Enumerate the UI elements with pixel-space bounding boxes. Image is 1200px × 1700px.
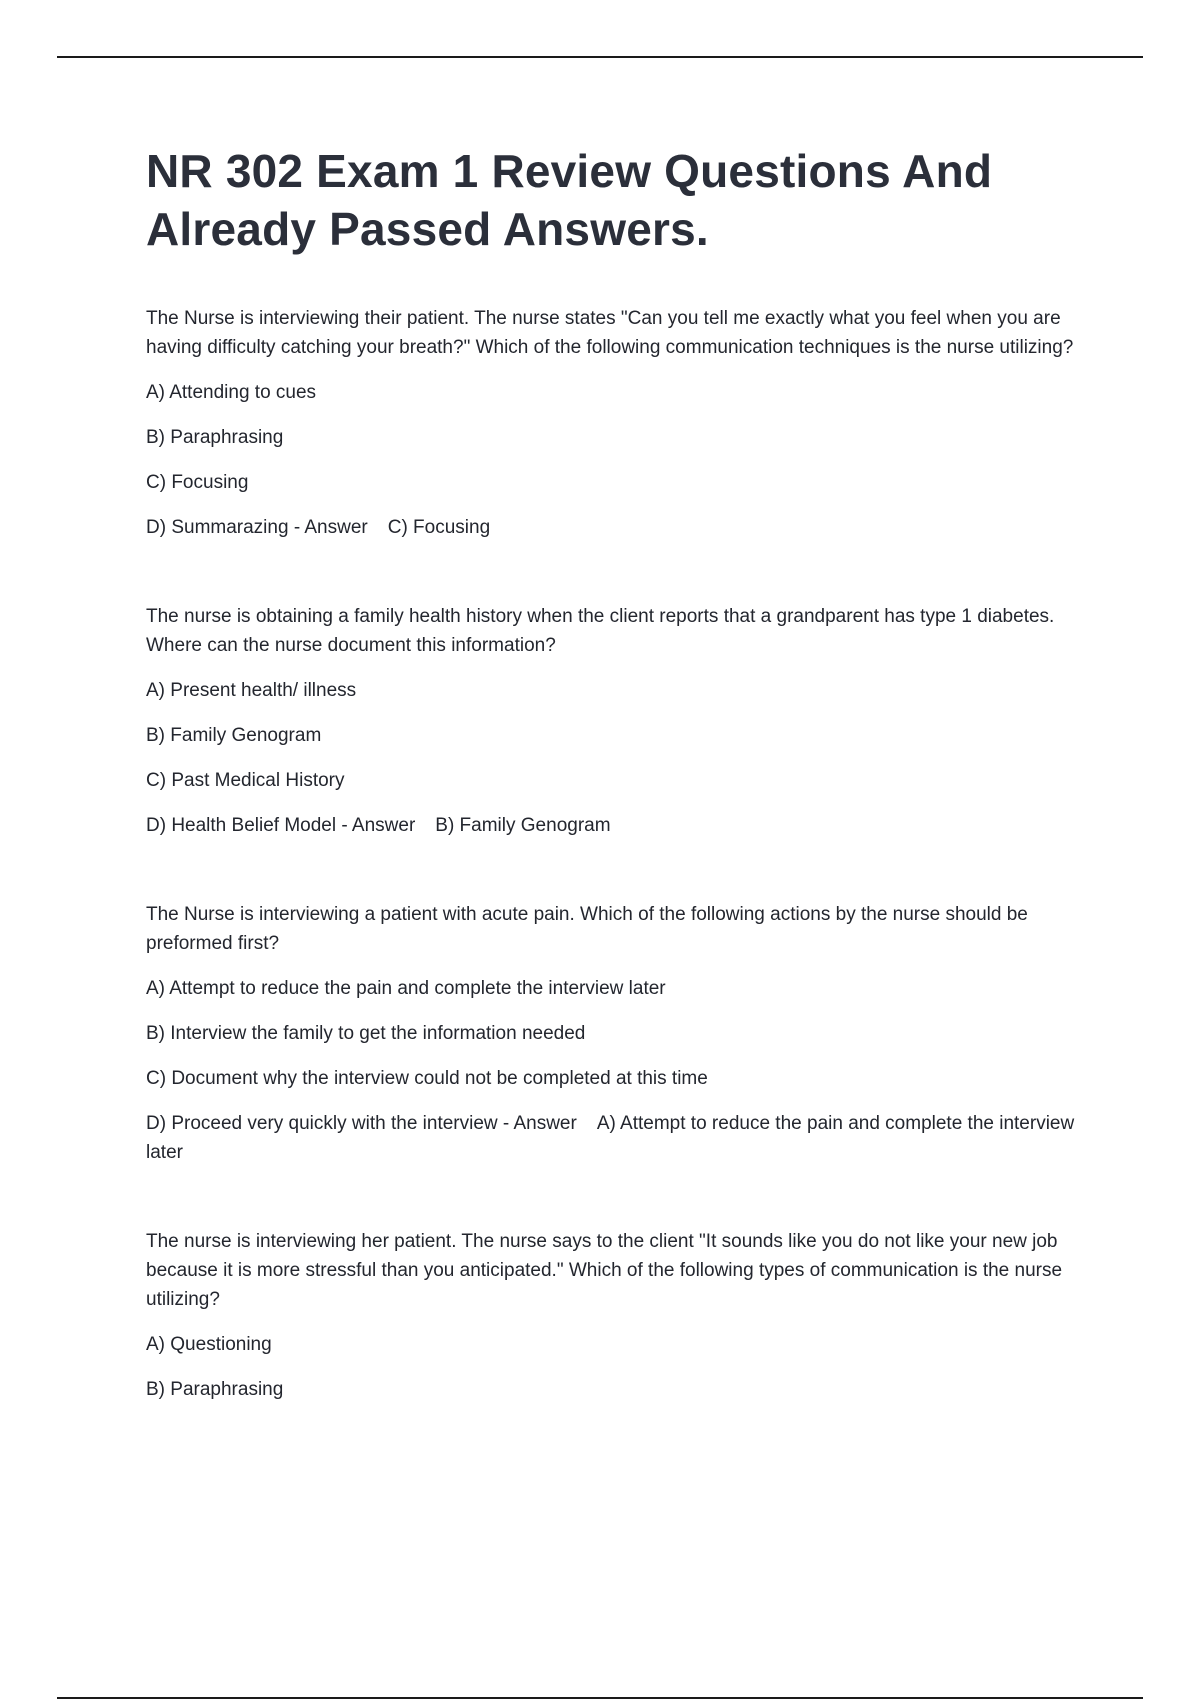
top-divider: [57, 56, 1143, 58]
option-b: B) Interview the family to get the information needed: [146, 1023, 586, 1044]
bottom-divider: [57, 1697, 1143, 1699]
option-a: A) Attempt to reduce the pain and complete the interview later: [146, 978, 666, 999]
option-c: C) Focusing: [146, 472, 249, 493]
option-d: D) Proceed very quickly with the interview - Answer: [146, 1113, 577, 1134]
question-text: The Nurse is interviewing a patient with acute pain. Which of the following actions by the nurse should be preformed first?: [146, 904, 1028, 954]
question-block-1: [146, 304, 1096, 542]
question-text: The nurse is interviewing her patient. The nurse says to the client "It sounds like you do not like your new job because it is more stressful than you anticipated." Which of the following types of communication is the nurse utilizing?: [146, 1231, 1063, 1310]
option-a: A) Questioning: [146, 1334, 272, 1355]
option-c: C) Document why the interview could not be completed at this time: [146, 1068, 708, 1089]
option-b: B) Family Genogram: [146, 725, 322, 746]
option-d-with-answer: [146, 1109, 1096, 1167]
correct-answer: C) Focusing: [387, 517, 491, 538]
option-d: D) Health Belief Model - Answer: [146, 815, 416, 836]
option-d-with-answer: [146, 513, 1096, 542]
option-a: A) Present health/ illness: [146, 680, 357, 701]
option-d-with-answer: [146, 811, 1096, 840]
option-a: A) Attending to cues: [146, 382, 317, 403]
document-body: [146, 142, 1096, 1464]
question-text: The nurse is obtaining a family health history when the client reports that a grandparent has type 1 diabetes. Where can the nurse document this information?: [146, 606, 1055, 656]
option-b: B) Paraphrasing: [146, 427, 284, 448]
question-list: [146, 304, 1096, 1404]
document-title: NR 302 Exam 1 Review Questions And Already Passed Answers.: [146, 145, 993, 255]
correct-answer: B) Family Genogram: [435, 815, 611, 836]
correct-answer: A) Attempt to reduce the pain and complete the interview later: [146, 1113, 1075, 1163]
question-block-4: [146, 1227, 1096, 1404]
option-b: B) Paraphrasing: [146, 1379, 284, 1400]
option-c: C) Past Medical History: [146, 770, 345, 791]
option-d: D) Summarazing - Answer: [146, 517, 368, 538]
question-block-2: [146, 602, 1096, 840]
question-text: The Nurse is interviewing their patient. The nurse states "Can you tell me exactly what you feel when you are having difficulty catching your breath?" Which of the following communication techniques is the nurse utilizing?: [146, 308, 1074, 358]
question-block-3: [146, 900, 1096, 1167]
